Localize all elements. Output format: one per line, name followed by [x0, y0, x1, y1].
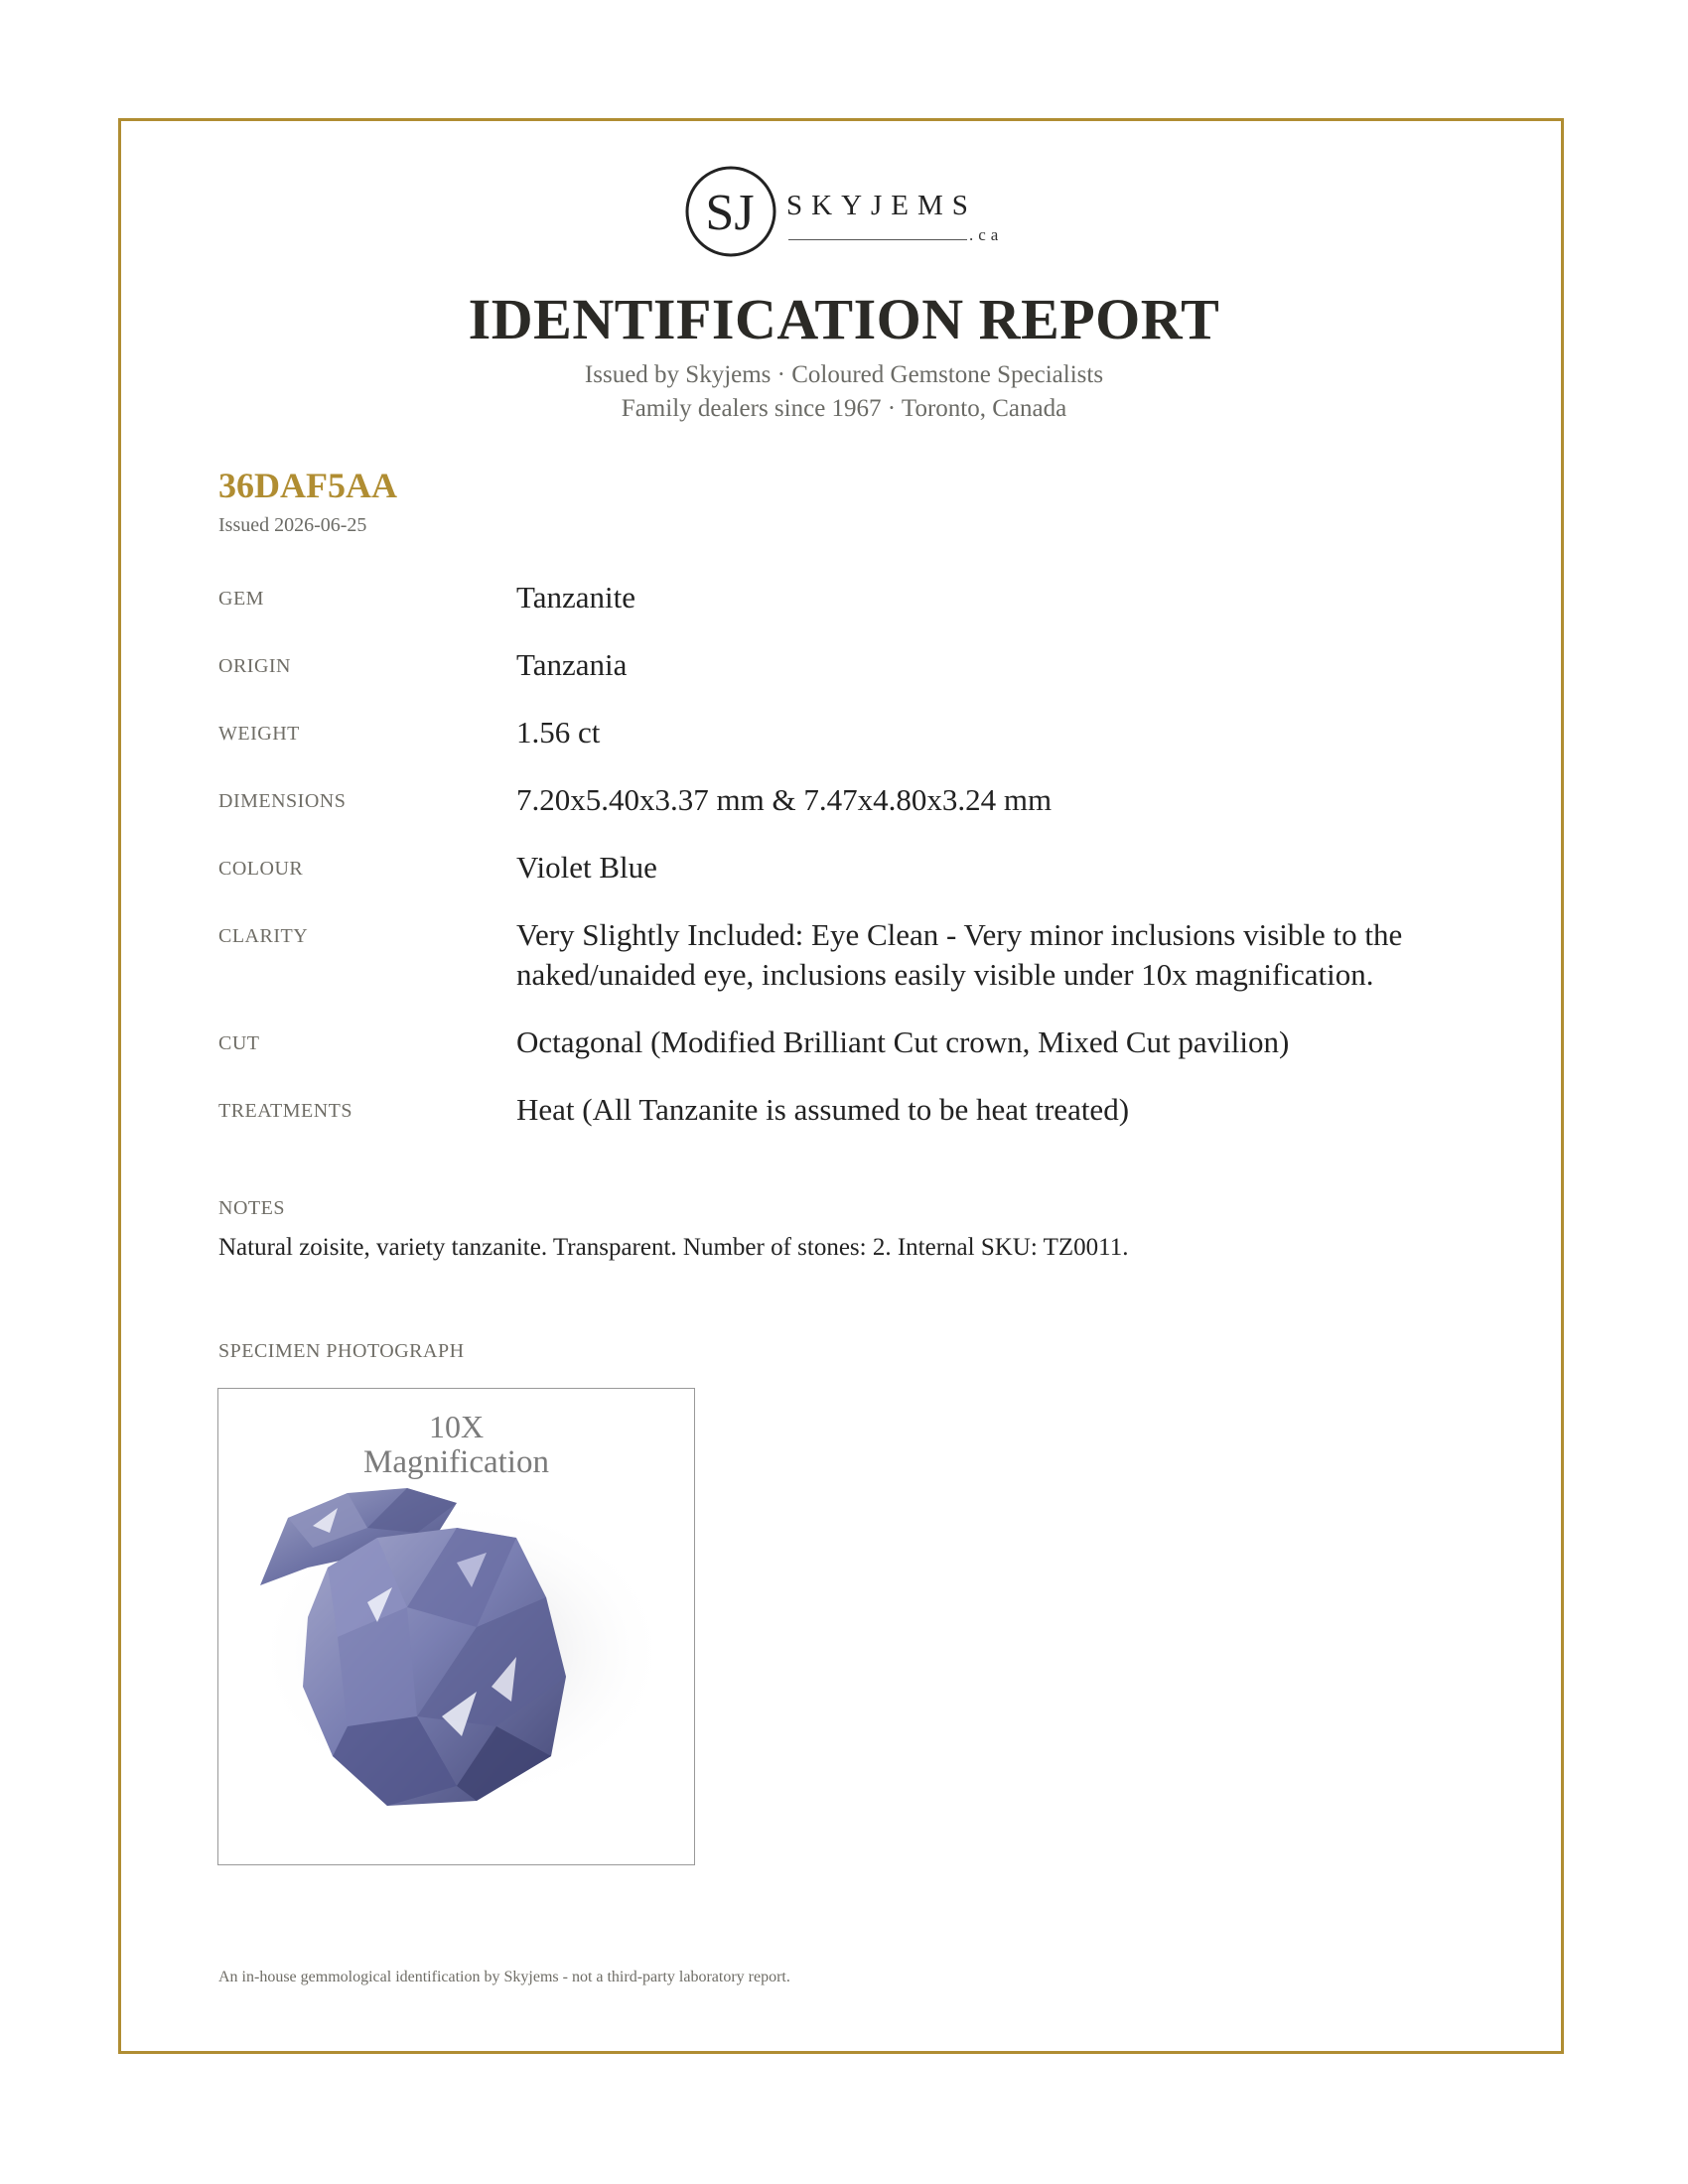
magnification-number: 10X — [428, 1409, 485, 1444]
sj-monogram-icon — [683, 164, 778, 259]
dealer-line: Family dealers since 1967 · Toronto, Canada — [621, 395, 1067, 422]
field-label: ORIGIN — [218, 655, 291, 677]
issue-date: Issued 2026-06-25 — [218, 514, 367, 536]
field-value: Tanzania — [516, 647, 628, 682]
field-value: Tanzanite — [516, 580, 636, 614]
field-label: CLARITY — [218, 925, 309, 947]
brand-tld: .ca — [969, 225, 1004, 244]
field-value: Very Slightly Included: Eye Clean - Very minor inclusions visible to the naked/unaided eye, inclusions easily visible under 10x magnification. — [516, 917, 1403, 992]
report-title: IDENTIFICATION REPORT — [468, 287, 1220, 351]
notes-label: NOTES — [218, 1197, 285, 1219]
field-value: 7.20x5.40x3.37 mm & 7.47x4.80x3.24 mm — [516, 782, 1053, 817]
field-label: DIMENSIONS — [218, 790, 347, 812]
report-id: 36DAF5AA — [218, 466, 397, 505]
field-value: Heat (All Tanzanite is assumed to be heat treated) — [516, 1092, 1130, 1127]
field-label: GEM — [218, 588, 264, 610]
field-label: CUT — [218, 1032, 260, 1054]
field-value: 1.56 ct — [516, 715, 601, 750]
field-label: WEIGHT — [218, 723, 300, 745]
issuer-line: Issued by Skyjems · Coloured Gemstone Specialists — [584, 361, 1104, 388]
magnification-word: Magnification — [363, 1444, 549, 1480]
skyjems-logo — [683, 164, 1011, 263]
field-label: TREATMENTS — [218, 1100, 352, 1122]
monogram-text: SJ — [705, 185, 755, 241]
field-value: Octagonal (Modified Brilliant Cut crown, Mixed Cut pavilion) — [516, 1024, 1290, 1059]
brand-rule — [788, 239, 967, 240]
photo-label: SPECIMEN PHOTOGRAPH — [218, 1340, 465, 1362]
notes-text: Natural zoisite, variety tanzanite. Transparent. Number of stones: 2. Internal SKU: TZ0011. — [218, 1234, 1129, 1261]
brand-name: SKYJEMS — [786, 190, 977, 221]
field-value: Violet Blue — [516, 850, 657, 885]
footer-disclaimer: An in-house gemmological identification by Skyjems - not a third-party laboratory report. — [218, 1969, 790, 1985]
specimen-photo — [217, 1388, 695, 1865]
field-label: COLOUR — [218, 858, 304, 880]
